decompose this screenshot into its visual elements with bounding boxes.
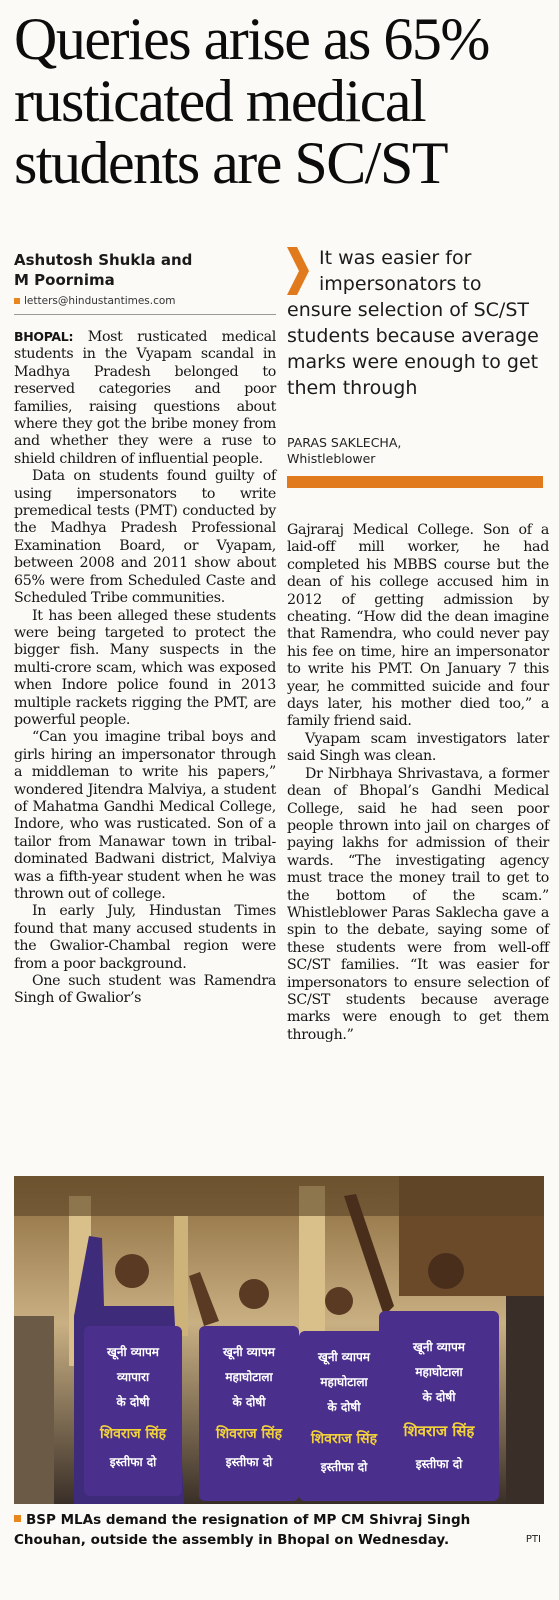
banner-line: व्यापारा xyxy=(116,1370,150,1384)
news-photo xyxy=(14,1176,544,1504)
pull-quote-attribution xyxy=(287,435,401,467)
banner-line: के दोषी xyxy=(327,1400,361,1414)
banner-line: के दोषी xyxy=(232,1395,266,1409)
banner-line: इस्तीफा दो xyxy=(109,1455,157,1469)
author-email[interactable] xyxy=(14,295,176,307)
article-column-left xyxy=(14,328,276,1008)
attribution-name: PARAS SAKLECHA, xyxy=(287,435,402,450)
article-paragraph: Vyapam scam investigators later said Singh was clean. xyxy=(287,730,549,765)
banner-line: शिवराज सिंह xyxy=(310,1431,378,1447)
article-paragraph: Data on students found guilty of using impersonators to write premedical tests (PMT) conducted by the Madhya Pradesh Professional Examination Board, or Vyapam, between 2008 and 2011 show about 65% were from Scheduled Caste and Scheduled Tribe communities. xyxy=(14,468,276,607)
photo-credit: PTI xyxy=(525,1534,541,1545)
chevron-right-icon xyxy=(287,247,309,295)
article-paragraph xyxy=(14,328,276,468)
email-text: letters@hindustantimes.com xyxy=(24,295,176,307)
accent-bar xyxy=(287,476,543,488)
bullet-square-icon xyxy=(14,1515,21,1522)
banner-line: शिवराज सिंह xyxy=(403,1422,475,1440)
article-paragraph: One such student was Ramendra Singh of Gwalior’s xyxy=(14,973,276,1007)
pull-quote xyxy=(287,245,543,401)
banner-line: के दोषी xyxy=(116,1395,150,1409)
pull-quote-text xyxy=(287,245,543,401)
byline-divider xyxy=(14,314,276,315)
photo-caption xyxy=(14,1510,514,1550)
banner-line: खूनी व्यापम xyxy=(223,1345,275,1359)
article-paragraph: In early July, Hindustan Times found that many accused students in the Gwalior-Chambal region were from a poor background. xyxy=(14,903,276,972)
headline-line: students are SC/ST xyxy=(14,130,447,196)
banner-line: शिवराज सिंह xyxy=(99,1426,167,1442)
banner-line: खूनी व्यापम xyxy=(413,1340,465,1354)
attribution-role: Whistleblower xyxy=(287,451,376,466)
protest-photo-illustration xyxy=(14,1176,544,1504)
paragraph-text: Most rusticated medical students in the Vyapam scandal in Madhya Pradesh belonged to reserved categories and poor families, raising questions about where they got the bribe money from and whether they were a ruse to shield children of influential people. xyxy=(14,329,276,467)
dateline: BHOPAL: xyxy=(14,329,74,344)
banner-line: इस्तीफा दो xyxy=(225,1455,273,1469)
bullet-square-icon xyxy=(14,298,20,304)
quote-line: marks were enough to get xyxy=(287,351,539,373)
headline-line: Queries arise as 65% xyxy=(14,6,489,72)
banner-line: खूनी व्यापम xyxy=(318,1350,370,1364)
banner-line: इस्तीफा दो xyxy=(320,1460,368,1474)
banner-line: के दोषी xyxy=(422,1390,456,1404)
caption-text: BSP MLAs demand the resignation of MP CM Shivraj Singh Chouhan, outside the assembly in Bhopal on Wednesday. xyxy=(14,1512,471,1548)
banner-line: महाघोटाला xyxy=(415,1365,463,1379)
banner-line: महाघोटाला xyxy=(320,1375,368,1389)
byline-line: Ashutosh Shukla and xyxy=(14,251,193,269)
article-paragraph: Dr Nirbhaya Shrivastava, a former dean of Bhopal’s Gandhi Medical College, said he had seen poor people thrown into jail on charges of paying lakhs for admission of their wards. “The investigating agency must trace the money trail to get to the bottom of the scam.” Whistleblower Paras Saklecha gave a spin to the debate, saying some of these students were from well-off SC/ST families. “It was easier for impersonators to ensure selection of SC/ST students because average marks were enough to get them through.” xyxy=(287,765,549,1043)
article-paragraph: It has been alleged these students were being targeted to protect the bigger fish. Many suspects in the multi-crore scam, which was exposed when Indore police found in 2013 multiple rackets rigging the PMT, are powerful people. xyxy=(14,607,276,728)
quote-line: It was easier for xyxy=(319,247,472,269)
banner-line: खूनी व्यापम xyxy=(107,1345,159,1359)
quote-line: impersonators to xyxy=(319,273,482,295)
headline xyxy=(14,8,549,194)
quote-line: them through xyxy=(287,377,418,399)
article-column-right xyxy=(287,522,549,1044)
banner-line: इस्तीफा दो xyxy=(415,1457,463,1471)
article-paragraph: “Can you imagine tribal boys and girls hiring an impersonator through a middleman to write his papers,” wondered Jitendra Malviya, a student of Mahatma Gandhi Medical College, Indore, who was rusticated. Son of a tailor from Manawar town in tribal-dominated Badwani district, Malviya was a fifth-year student when he was thrown out of college. xyxy=(14,729,276,902)
headline-line: rusticated medical xyxy=(14,68,426,134)
quote-line: students because average xyxy=(287,325,539,347)
banner-line: शिवराज सिंह xyxy=(215,1426,283,1442)
article-paragraph: Gajraraj Medical College. Son of a laid-off mill worker, he had completed his MBBS course but the dean of his college accused him in 2012 of getting admission by cheating. “How did the dean imagine that Ramendra, who could never pay his fee on time, hire an impersonator to write his PMT. On January 7 this year, he committed suicide and four days later, his mother died too,” a family friend said. xyxy=(287,522,549,730)
byline xyxy=(14,250,274,290)
quote-line: ensure selection of SC/ST xyxy=(287,299,529,321)
byline-line: M Poornima xyxy=(14,271,115,289)
banner-line: महाघोटाला xyxy=(225,1370,273,1384)
